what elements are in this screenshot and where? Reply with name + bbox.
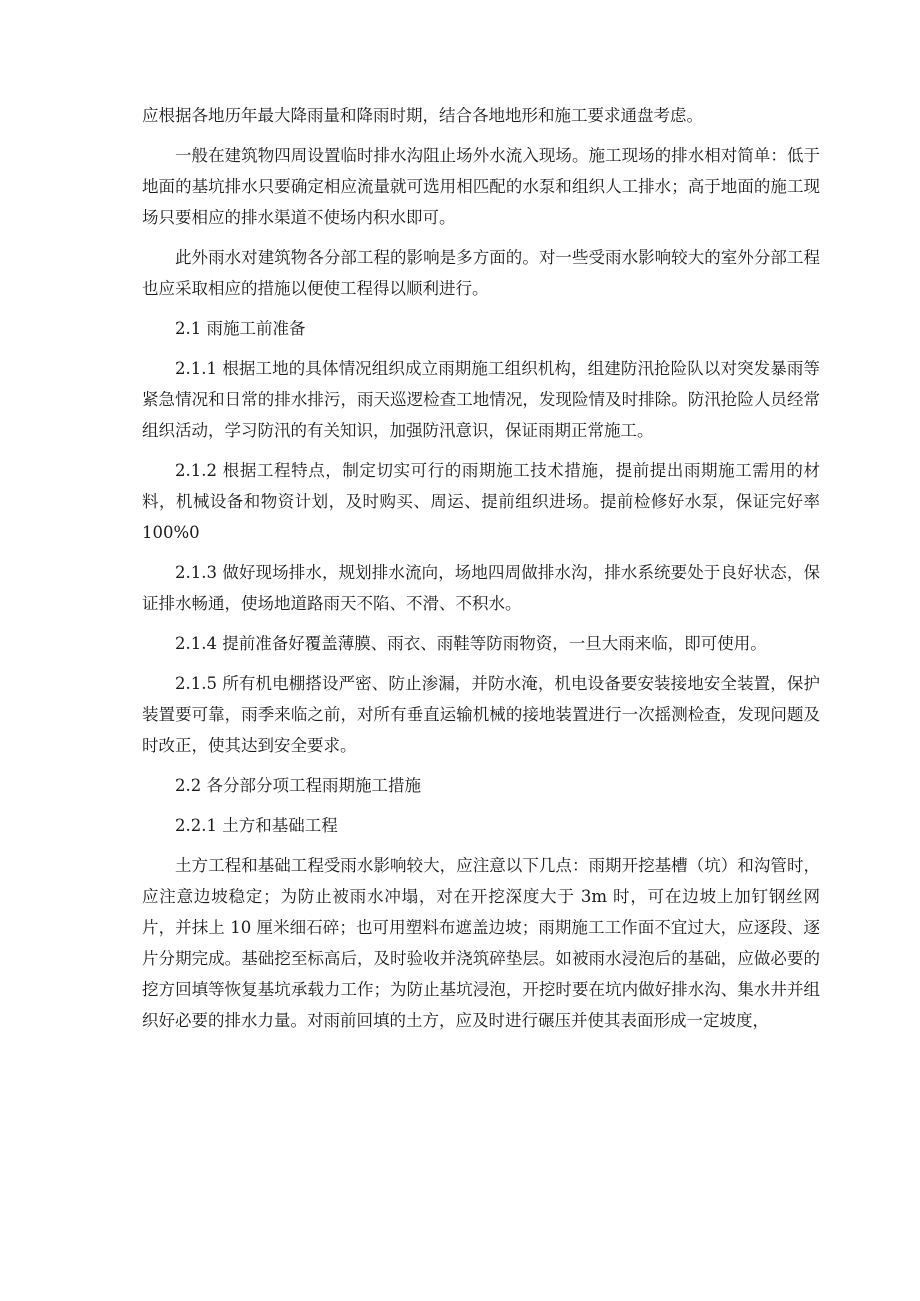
paragraph: 2.1.2 根据工程特点，制定切实可行的雨期施工技术措施，提前提出雨期施工需用的材料，机械设备和物资计划，及时购买、周运、提前组织进场。提前检修好水泵，保证完好率 100%0 (142, 461, 820, 542)
paragraph: 土方工程和基础工程受雨水影响较大，应注意以下几点：雨期开挖基槽（坑）和沟管时，应注意边坡稳定；为防止被雨水冲塌，对在开挖深度大于 3m 时，可在边坡上加钉钢丝网片，并抹上 10 厘米细石碎；也可用塑料布遮盖边坡；雨期施工工作面不宜过大，应逐段、逐片分期完成。基础挖至标高后，及时验收并浇筑碎垫层。如被雨水浸泡后的基础，应做必要的挖方回填等恢复基坑承载力工作；为防止基坑浸泡，开挖时要在坑内做好排水沟、集水井并组织好必要的排水力量。对雨前回填的土方，应及时进行碾压并使其表面形成一定坡度， (142, 856, 820, 1030)
section-heading: 2.2 各分部分项工程雨期施工措施 (175, 776, 421, 795)
section-heading: 2.1 雨施工前准备 (175, 319, 306, 338)
paragraph: 2.1.3 做好现场排水，规划排水流向，场地四周做排水沟，排水系统要处于良好状态，保证排水畅通，使场地道路雨天不陷、不滑、不积水。 (142, 563, 820, 613)
paragraph: 2.1.4 提前准备好覆盖薄膜、雨衣、雨鞋等防雨物资，一旦大雨来临，即可使用。 (175, 634, 767, 653)
paragraph: 此外雨水对建筑物各分部工程的影响是多方面的。对一些受雨水影响较大的室外分部工程也应采取相应的措施以便使工程得以顺利进行。 (142, 248, 820, 298)
paragraph: 2.1.5 所有机电棚搭设严密、防止渗漏，并防水淹，机电设备要安装接地安全装置，保护装置要可靠，雨季来临之前，对所有垂直运输机械的接地装置进行一次摇测检查，发现问题及时改正，使其达到安全要求。 (142, 674, 820, 755)
paragraph: 2.1.1 根据工地的具体情况组织成立雨期施工组织机构，组建防汛抢险队以对突发暴雨等紧急情况和日常的排水排污，雨天巡逻检查工地情况，发现险情及时排除。防汛抢险人员经常组织活动，学习防汛的有关知识，加强防汛意识，保证雨期正常施工。 (142, 359, 820, 440)
paragraph: 应根据各地历年最大降雨量和降雨时期，结合各地地形和施工要求通盘考虑。 (142, 106, 703, 125)
subsection-heading: 2.2.1 土方和基础工程 (175, 816, 338, 835)
document-body (142, 100, 820, 1045)
paragraph: 一般在建筑物四周设置临时排水沟阻止场外水流入现场。施工现场的排水相对简单：低于地面的基坑排水只要确定相应流量就可选用相匹配的水泵和组织人工排水；高于地面的施工现场只要相应的排水渠道不使场内积水即可。 (142, 146, 820, 227)
